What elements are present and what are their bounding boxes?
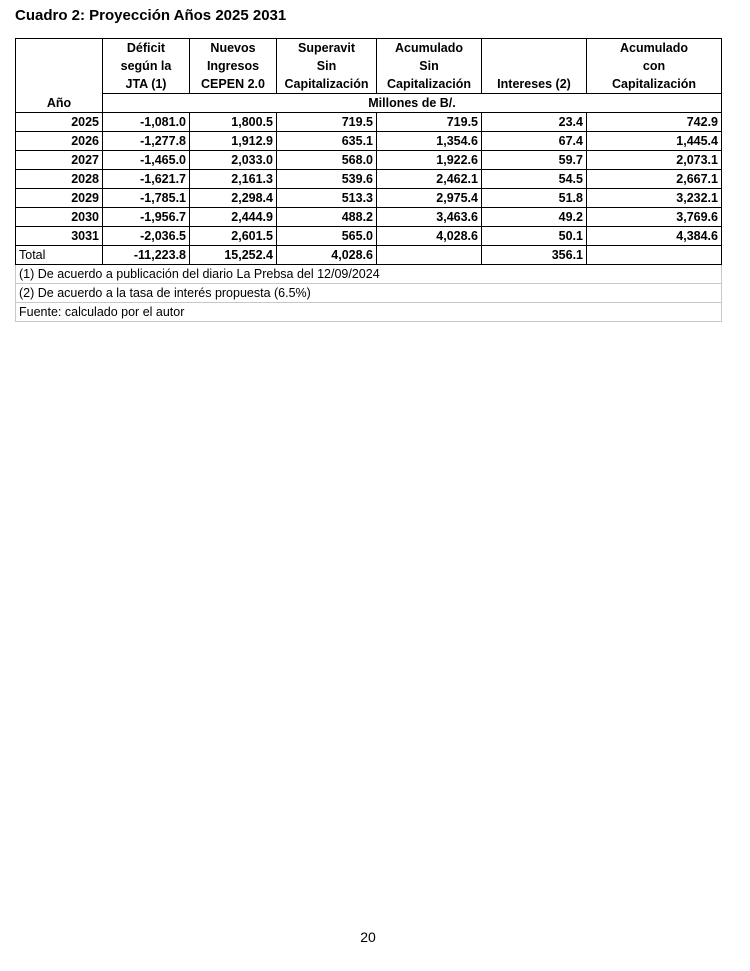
header-units: Millones de B/. [103,94,722,113]
nuevos-cell: 2,298.4 [190,189,277,208]
table-row [16,151,722,170]
table-row [16,208,722,227]
nuevos-cell: 2,601.5 [190,227,277,246]
header-acum-con-2: con [587,57,722,75]
year-cell: 3031 [16,227,103,246]
header-superavit-2: Sin [277,57,377,75]
source-note: Fuente: calculado por el autor [16,303,722,322]
intereses-cell: 23.4 [482,113,587,132]
superavit-cell: 539.6 [277,170,377,189]
header-nuevos-3: CEPEN 2.0 [190,75,277,94]
acum-sin-cell: 2,462.1 [377,170,482,189]
total-acum-con [587,246,722,265]
header-acum-sin-3: Capitalización [377,75,482,94]
total-row [16,246,722,265]
note-row [16,284,722,303]
superavit-cell: 568.0 [277,151,377,170]
header-intereses-empty-1 [482,39,587,58]
header-empty-cell [16,75,103,94]
superavit-cell: 565.0 [277,227,377,246]
acum-sin-cell: 1,354.6 [377,132,482,151]
note-2: (2) De acuerdo a la tasa de interés propuesta (6.5%) [16,284,722,303]
deficit-cell: -1,785.1 [103,189,190,208]
deficit-cell: -1,621.7 [103,170,190,189]
deficit-cell: -1,465.0 [103,151,190,170]
nuevos-cell: 2,033.0 [190,151,277,170]
header-empty-cell [16,57,103,75]
header-empty-cell [16,39,103,58]
acum-con-cell: 742.9 [587,113,722,132]
intereses-cell: 51.8 [482,189,587,208]
year-cell: 2026 [16,132,103,151]
acum-con-cell: 1,445.4 [587,132,722,151]
deficit-cell: -1,277.8 [103,132,190,151]
acum-sin-cell: 4,028.6 [377,227,482,246]
header-row-3 [16,75,722,94]
table-row [16,113,722,132]
table-row [16,170,722,189]
header-acum-con-3: Capitalización [587,75,722,94]
year-cell: 2030 [16,208,103,227]
table-row [16,227,722,246]
acum-sin-cell: 719.5 [377,113,482,132]
deficit-cell: -1,956.7 [103,208,190,227]
intereses-cell: 59.7 [482,151,587,170]
nuevos-cell: 1,800.5 [190,113,277,132]
nuevos-cell: 2,444.9 [190,208,277,227]
page-number: 20 [360,929,376,945]
acum-sin-cell: 1,922.6 [377,151,482,170]
superavit-cell: 719.5 [277,113,377,132]
header-nuevos-2: Ingresos [190,57,277,75]
superavit-cell: 513.3 [277,189,377,208]
superavit-cell: 635.1 [277,132,377,151]
acum-con-cell: 4,384.6 [587,227,722,246]
nuevos-cell: 1,912.9 [190,132,277,151]
deficit-cell: -1,081.0 [103,113,190,132]
intereses-cell: 50.1 [482,227,587,246]
year-cell: 2027 [16,151,103,170]
table-title: Cuadro 2: Proyección Años 2025 2031 [15,7,287,24]
nuevos-cell: 2,161.3 [190,170,277,189]
year-cell: 2029 [16,189,103,208]
intereses-cell: 49.2 [482,208,587,227]
intereses-cell: 67.4 [482,132,587,151]
header-superavit-1: Superavit [277,39,377,58]
header-acum-con-1: Acumulado [587,39,722,58]
total-superavit: 4,028.6 [277,246,377,265]
note-row [16,303,722,322]
total-nuevos: 15,252.4 [190,246,277,265]
acum-con-cell: 2,667.1 [587,170,722,189]
header-intereses: Intereses (2) [482,75,587,94]
header-row-2 [16,57,722,75]
total-acum-sin [377,246,482,265]
note-row [16,265,722,284]
acum-con-cell: 3,769.6 [587,208,722,227]
total-intereses: 356.1 [482,246,587,265]
year-cell: 2025 [16,113,103,132]
year-cell: 2028 [16,170,103,189]
deficit-cell: -2,036.5 [103,227,190,246]
acum-con-cell: 3,232.1 [587,189,722,208]
superavit-cell: 488.2 [277,208,377,227]
table-row [16,189,722,208]
projection-table [15,38,722,322]
header-deficit-3: JTA (1) [103,75,190,94]
total-label: Total [16,246,103,265]
header-acum-sin-1: Acumulado [377,39,482,58]
acum-con-cell: 2,073.1 [587,151,722,170]
header-intereses-empty-2 [482,57,587,75]
header-nuevos-1: Nuevos [190,39,277,58]
header-anio: Año [16,94,103,113]
note-1: (1) De acuerdo a publicación del diario La Prebsa del 12/09/2024 [16,265,722,284]
intereses-cell: 54.5 [482,170,587,189]
header-deficit-1: Déficit [103,39,190,58]
header-superavit-3: Capitalización [277,75,377,94]
header-row-1 [16,39,722,58]
header-acum-sin-2: Sin [377,57,482,75]
acum-sin-cell: 2,975.4 [377,189,482,208]
table-row [16,132,722,151]
acum-sin-cell: 3,463.6 [377,208,482,227]
header-deficit-2: según la [103,57,190,75]
header-row-4 [16,94,722,113]
total-deficit: -11,223.8 [103,246,190,265]
